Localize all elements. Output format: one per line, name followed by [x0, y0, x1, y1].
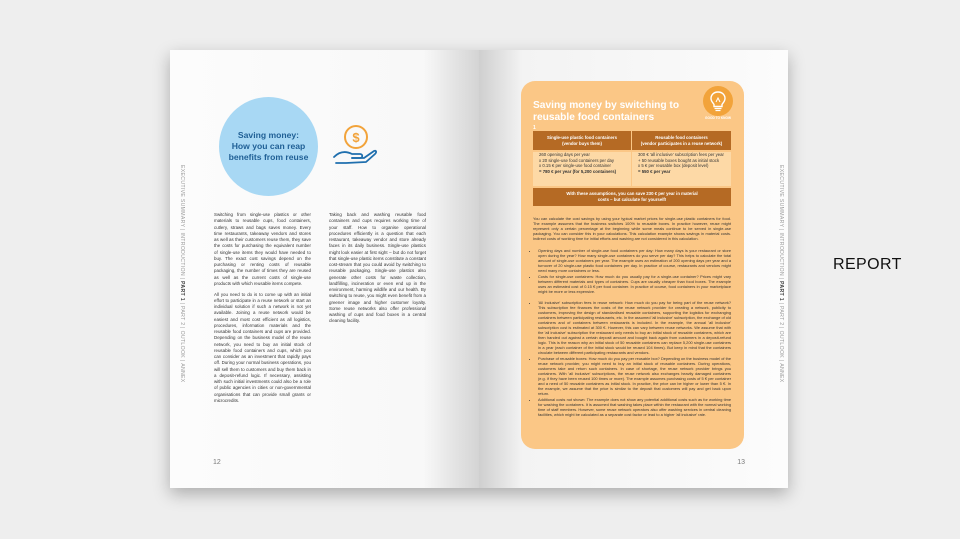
table-cell-single-use — [533, 152, 631, 186]
table-header-reusable — [632, 131, 731, 150]
side-navigation-left — [175, 165, 185, 383]
cell-line: x 20 single-use food containers per day — [539, 157, 615, 163]
nav-executive-summary: EXECUTIVE SUMMARY — [778, 165, 784, 228]
section-title-circle — [219, 97, 318, 196]
left-page — [170, 50, 479, 488]
nav-separator: | — [778, 300, 784, 307]
lightbulb-icon — [702, 85, 734, 117]
header-line: Reusable food containers — [655, 134, 708, 140]
footnote-mark: 1 — [533, 125, 536, 131]
list-item: • Purchase of reusable boxes: How much do you pay per reusable box? Depending on the business model of the reuse network provider, you might need to buy an initial stock of reusable containers. During operations, customers take and return such containers. In case of shortage, the reuse network provider brings you containers. With 'all inclusive' subscriptions, the reuse network also exchanges heavily damaged containers (e.g. if they have been reused 100 times or more). The example assumes purchasing costs of 5 € per container and a need of 50 reusable containers as initial stock. In practice, the price can be higher or lower than 5 €. In the example, we assume that the price is similar to the deposit that customers will pay and get back upon return. — [538, 356, 731, 396]
nav-separator: | — [179, 227, 185, 233]
cell-line: 260 opening days per year — [539, 152, 590, 157]
side-navigation-right — [774, 165, 784, 383]
nav-separator: | — [778, 325, 784, 331]
left-column-a — [214, 212, 311, 409]
nav-introduction: INTRODUCTION — [179, 232, 185, 276]
right-page — [479, 50, 788, 488]
nav-part-1: PART 1 — [778, 281, 784, 301]
circle-title-line: benefits from reuse — [228, 152, 309, 162]
nav-outlook: OUTLOOK — [179, 330, 185, 359]
table-summary — [533, 188, 731, 206]
nav-separator: | — [778, 275, 784, 282]
icon-caption: GOOD TO KNOW — [705, 116, 731, 120]
cell-line: x 5 € per reusable box (deposit level) — [638, 163, 709, 169]
header-line: (vendor participates in a reuse network) — [640, 140, 723, 146]
nav-part-2: PART 2 — [179, 306, 185, 326]
paragraph: You can calculate the cost savings by using your typical market prices for single-use plastic containers for food. The example assumes that the business switches 100% to reusable boxes. In practice however, reuse might represent only a certain percentage at the beginning while some meals continue to be served in single-use packaging. You can consider this in your calculations. This calculation example shows savings in material costs. Indirect costs of working time for initial efforts and washing are not considered in this calculation. — [533, 216, 731, 242]
comparison-table — [533, 131, 731, 210]
nav-separator: | — [179, 275, 185, 282]
paragraph: Taking back and washing reusable food containers and cups requires working time of your staff. How to organise operational procedures efficiently is a question that each restaurant, takeaway vendor and store already faces in its daily business. Single-use plastics might look easier at first sight – but do not forget that single-use plastic items constitute a constant cost-stream that you could avoid by switching to reusable packaging. Single-use plastics also generate other costs for waste collection, landfilling, incineration or even end up in the environment, harming wildlife and our health. By switching to reuse, you might even benefit from a greener image and higher customer loyalty. Some reuse networks also offer professional washing of cups and food boxes in a central cleaning facility. — [329, 212, 426, 324]
left-column-b — [329, 212, 426, 329]
paragraph: Switching from single-use plastics or other materials to reusable cups, food containers, cutlery, straws and bags saves money. Every time restaurants, takeaway vendors and stores as well as their customers reuse them, they save the costs for purchasing the equivalent number of single-use items they would have needed to buy. The exact cost savings depend on the purchasing or renting costs of reusable packaging, the number of times they are reused as well as the current costs of single-use products with which reusable items compete. — [214, 212, 311, 286]
cell-total: = 780 € per year (for 5,200 containers) — [539, 168, 617, 174]
list-item: • Additional costs not shown: The example does not show any potential additional costs such as for working time for washing the containers. It is assumed that washing takes place within the restaurant with the normal working time of staff members. However, some reuse network operators also offer washing services in central cleaning facilities, which might be calculated as a separate cost factor or lead to a higher 'all inclusive' rate. — [538, 397, 731, 417]
nav-separator: | — [778, 227, 784, 233]
nav-outlook: OUTLOOK — [778, 330, 784, 359]
paragraph: All you need to do is to come up with an initial effort to participate in a reuse network or start an individual solution if such a network is not yet available. Joining a reuse network would be easiest and most cost efficient as all logistics, procedures, information materials and the reusable food containers and cups are provided. Depending on the business model of the reuse network, you need to buy an initial stock of reusable food containers and cups, which you can consider as an investment that rapidly pays off. During your normal business operations, you will sell them to customers and buy them back in a deposit-refund logic. If necessary, assisting with such initial investments could also be a role of public agencies in cities or non-governmental organisations that can provide small grants or microcredits. — [214, 291, 311, 403]
table-header-single-use — [533, 131, 631, 150]
summary-line: With these assumptions, you can save 230 € per year in material — [566, 191, 698, 197]
list-item: • 'All inclusive' subscription fees in reuse network: How much do you pay for being part of the reuse network? This subscription fee finances the costs of the reuse network provider for creating a network, publicity to customers, improving the design of standardised reusable containers, supporting the logistics for exchanging containers between participating restaurants, etc. In the assumed 'all inclusive' subscription, the exchange of old containers and of containers between restaurants is included. In the example, the annual 'all inclusive' subscription cost is estimated at 300 €. However, this can vary between reuse networks. We assume that with the 'all inclusive' subscription the restaurant only needs to buy an initial stock of reusable containers, which are then handed out against a certain deposit amount and bought back again from customers in a deposit-refund logic. This is the reason why an initial stock of 50 reusable containers can replace 5,200 single-use containers in a year (each container of the initial stock would be reused 104 times). But keep in mind that the containers circulate between different participating restaurants and vendors. — [538, 300, 731, 356]
page-number-right: 13 — [737, 459, 745, 466]
table-cell-reusable — [632, 152, 731, 186]
header-line: Single-use plastic food containers — [547, 134, 617, 140]
intro-paragraph — [533, 216, 731, 241]
nav-executive-summary: EXECUTIVE SUMMARY — [179, 165, 185, 228]
nav-annex: ANNEX — [778, 363, 784, 383]
nav-annex: ANNEX — [179, 363, 185, 383]
cell-total: = 550 € per year — [638, 168, 671, 174]
nav-introduction: INTRODUCTION — [778, 232, 784, 276]
cell-line: 300 € 'all inclusive' subscription fees per year — [638, 152, 724, 157]
svg-text:$: $ — [352, 130, 360, 145]
bullet-list-2 — [533, 300, 731, 418]
nav-separator: | — [179, 325, 185, 331]
nav-separator: | — [179, 300, 185, 307]
hand-with-coin-icon — [330, 123, 378, 167]
nav-part-2: PART 2 — [778, 306, 784, 326]
summary-line: costs – but calculate for yourself! — [597, 197, 667, 202]
circle-title-line: How you can reap — [231, 141, 306, 151]
info-box — [521, 81, 744, 449]
circle-title-line: Saving money: — [237, 130, 300, 140]
report-label: REPORT — [833, 256, 902, 273]
nav-separator: | — [778, 358, 784, 364]
list-item: • Costs for single-use containers: How much do you usually pay for a single-use container? Prices might vary between different materials and types of containers. Cups are usually cheaper than food boxes. The example uses an estimated cost of 0.15 € per food container. In practice of course, food containers in your marketplace might be more or less expensive. — [538, 274, 731, 294]
cell-line: + 50 reusable boxes bought as initial stock — [638, 157, 720, 163]
nav-separator: | — [179, 358, 185, 364]
list-item: • Opening days and number of single-use food containers per day: How many days is your restaurant or store open during the year? How many single-use containers do you serve per day? This helps to calculate the total amount of single-use containers per year. The example uses an estimation of 200 opening days per year and a turnover of 20 single-use plastic food containers per day. In practice of course, restaurants and vendors might need many more containers or less. — [538, 248, 731, 273]
title-line: Saving money by switching to — [533, 100, 680, 111]
header-line: (vendor buys them) — [562, 140, 602, 146]
bullet-list-1 — [533, 248, 731, 294]
cell-line: x 0.15 € per single-use food container — [539, 163, 611, 169]
brochure-spread — [170, 50, 788, 488]
title-text: reusable food containers — [533, 111, 655, 123]
page-number-left: 12 — [213, 459, 221, 466]
nav-part-1: PART 1 — [179, 281, 185, 301]
